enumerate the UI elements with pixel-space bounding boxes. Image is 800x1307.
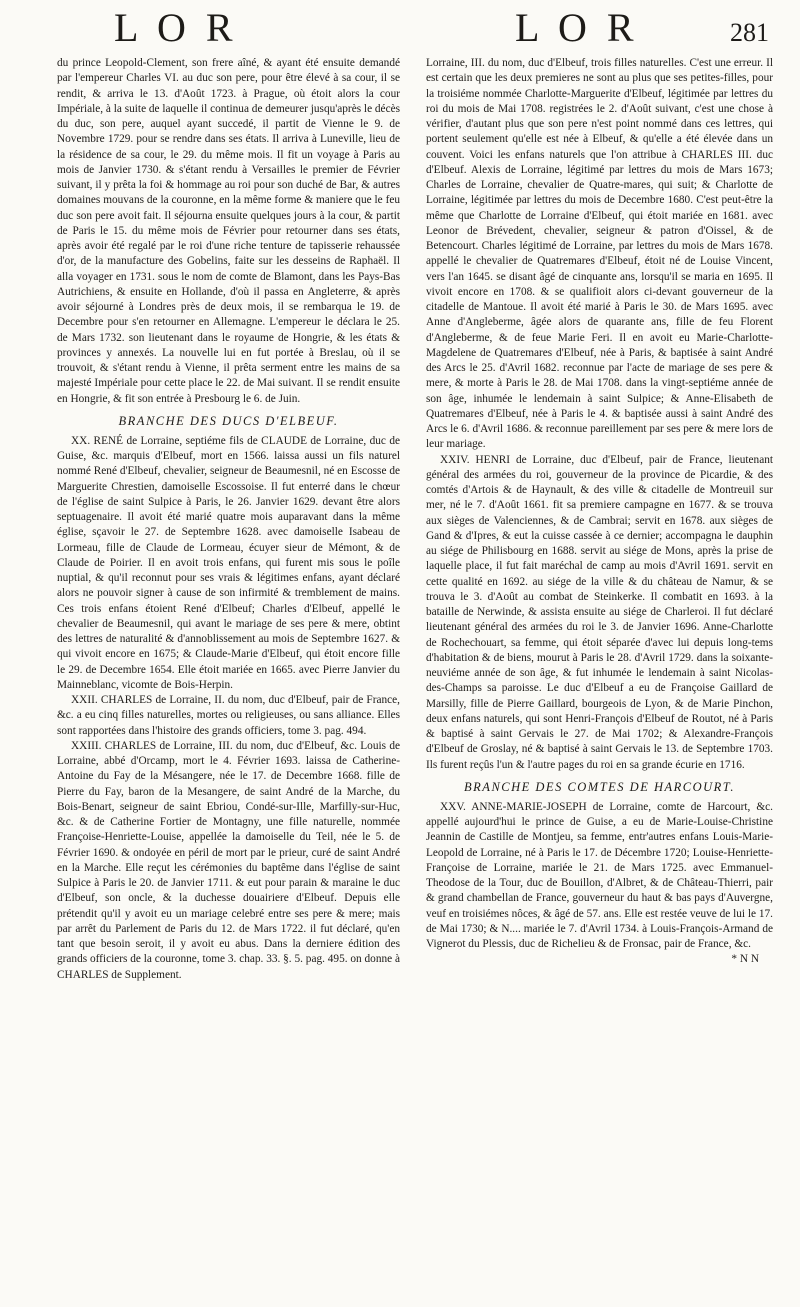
- right-column: [426, 56, 773, 1296]
- paragraph-anne-marie-joseph: XXV. ANNE-MARIE-JOSEPH de Lorraine, comte de Harcourt, &c. appellé aujourd'hui le prince de Guise, a eu de Marie-Louise-Christine Jeannin de Castille de Montjeu, sa femme, entr'autres enfans Louis-Marie-Leopold de Lorraine, né à Paris le 17. de Décembre 1720; Louise-Henriette-Françoise de Lorraine, mariée le 21. de Mars 1725. avec Emmanuel-Theodose de la Tour, duc de Bouillon, d'Albret, & de Château-Thierri, pair & grand chambellan de France, gouverneur du haut & bas pays d'Auvergne, veuf en troisiémes nôces, & âgé de 57. ans. Elle est restée veuve de lui le 17. de Mai 1730; & N.... mariée le 7. d'Avril 1734. à Louis-François-Armand de Vignerot du Plessis, duc de Richelieu & de Fronsac, pair de France, &c.: [426, 800, 773, 950]
- page-header: [0, 5, 800, 50]
- paragraph-charles-iii: XXIII. CHARLES de Lorraine, III. du nom, duc d'Elbeuf, &c. Louis de Lorraine, abbé d'Orcamp, mort le 4. Février 1693. laissa de Catherine-Antoine du Fay de la Mésangere, née le 17. de Decembre 1668. fille de Pierre du Fay, baron de la Mesangere, de saint André de la Marche, du Bois-Benart, seigneur de saint Ebriou, Condé-sur-Ille, Marfilly-sur-Huc, &c. & de Catherine Fortier de Montagny, une fille naturelle, nommée Françoise-Henriette-Louise, appellée la damoiselle du Teil, née le 5. de Février 1690. & ondoyée en péril de mort par le prieur, curé de saint André en la Marche. Elle reçut les cérémonies du baptême dans l'église de saint Sulpice à Paris le 20. de Janvier 1711. & eut pour parain & maraine le duc d'Elbeuf, son oncle, & la duchesse douairiere d'Elbeuf. Depuis elle prétendit qu'il y avoit eu un mariage celebré entre ses pere & mere; mais par arrêt du Parlement de Paris du 12. de Mars 1722. il fut déclaré, qu'en tant que besoin seroit, il y avoit eu abus. Dans la derniere édition des grands officiers de la couronne, tome 3. chap. 33. §. 5. pag. 495. on donne à CHARLES de Supplement.: [57, 739, 400, 981]
- running-head-left: L O R: [114, 5, 238, 50]
- paragraph-rene: XX. RENÉ de Lorraine, septiéme fils de CLAUDE de Lorraine, duc de Guise, &c. marquis d'Elbeuf, mort en 1566. laissa aussi un fils naturel nommé René d'Elbeuf, chevalier, seigneur de Beaumesnil, né en Escosse de Marguerite Chrestien, damoiselle Escossoise. Il fut enterré dans le chœur de l'église de saint Sulpice à Paris, le 26. Janvier 1629. devant être alors septuagenaire. Il avoit été marié quatre mois auparavant dans la même église, sçavoir le 27. de Septembre 1628. avec damoiselle Isabeau de Lormeau, fille de Claude de Lormeau, écuyer sieur de Mémont, & de Claude de Poirier. Il en avoit trois enfans, qui furent mis sous le poîle nuptial, & qu'il reconnut pour ses vrais & légitimes enfans, ayant déclaré alors ne pouvoir signer à cause de son infirmité & tremblement de mains. Ces trois enfans étoient René d'Elbeuf; Charles d'Elbeuf, appellé le chevalier de Beaumesnil, qui avant le mariage de ses pere & mere, obtint des lettres de naturalité & d'annoblissement au mois de Septembre 1627. & qui vivoit encore en 1675; & Claude-Marie d'Elbeuf, qui étoit encore fille le 29. de Decembre 1654. Elle étoit mariée en 1665. avec Pierre Janvier du Mainneblanc, vicomte de Bois-Herpin.: [57, 434, 400, 691]
- section-title-elbeuf: BRANCHE DES DUCS D'ELBEUF.: [118, 413, 339, 428]
- paragraph-lorraine-continuation: Lorraine, III. du nom, duc d'Elbeuf, trois filles naturelles. C'est une erreur. Il est certain que les deux premieres ne sont au plus que ses petites-filles, pour la troisiéme nommée Charlotte-Marguerite d'Elbeuf, légitimée par lettres du roi du mois de Mai 1708. registrées le 2. d'Août suivant, c'est une chose à vérifier, d'autant plus que son pere n'est point nommé dans ces lettres, qui portent seulement qu'elle est née à Elbeuf, & qu'elle a été élevée dans un couvent. Voici les enfans naturels que l'on attribue à CHARLES III. duc d'Elbeuf. Alexis de Lorraine, légitimé par lettres du mois de Mars 1673; Charles de Lorraine, chevalier de Quatre-mares, qui suit; & Charlotte de Lorraine, légitimée par lettres du mois de Decembre 1680. C'est peut-être la même que Charlotte de Lorraine d'Elbeuf, qui étoit mariée en 1681. avec Leonor de Brévedent, chevalier, seigneur & patron d'Oissel, & de Betencourt. Charles légitimé de Lorraine, par lettres du mois de Mars 1678. appellé le chevalier de Quatremares d'Elbeuf, étoit né de Louise Vincent, vers l'an 1645. se disant âgé de cinquante ans, lorsqu'il se maria en 1695. Il vivoit encore en 1708. & se qualifioit alors ci-devant gouverneur de la citadelle de Mantoue. Il avoit été marié à Paris le 30. de Mars 1695. avec Anne d'Angleberme, âgée alors de quarante ans, fille de feu Florent d'Angleberme, & de feue Marie Feri. Il en avoit eu Marie-Charlotte-Magdelene de Quatremares d'Elbeuf, née à Paris, & baptisée à saint André des Arcs le 25. d'Avril 1682. reconnue par l'acte de mariage de ses pere & mere, & morte à Paris le 28. de Mai 1708. dans la vingt-septiéme année de son âge, inhumée le lendemain à saint Sulpice; & Anne-Elisabeth de Quatremares d'Elbeuf, née à Paris le 4. & baptisée aussi à saint André des Arcs le 6. d'Avril 1686. & reconnue pareillement par ses pere & mere lors de leur mariage.: [426, 57, 773, 451]
- page-number: 281: [730, 18, 769, 47]
- catchword: * N N: [731, 953, 759, 966]
- paragraph-charles-ii: XXII. CHARLES de Lorraine, II. du nom, duc d'Elbeuf, pair de France, &c. a eu cinq filles naturelles, mortes ou religieuses, ou sans alliance. Elles sont rapportées dans l'histoire des grands officiers, tome 3. pag. 494.: [57, 694, 400, 737]
- running-head-right: L O R: [515, 5, 639, 50]
- left-column: [57, 56, 400, 1296]
- paragraph-henri: XXIV. HENRI de Lorraine, duc d'Elbeuf, pair de France, lieutenant général des armées du roi, gouverneur de la province de Picardie, & des comtés d'Artois & de Haynault, & des ville & citadelle de Montreuil sur mer, né le 7. d'Août 1661. fit sa premiere campagne en 1677. & se trouva aux sièges de Valenciennes, & de Cambrai; servit en 1678. aux sièges de Gand & d'Ipres, & eut la cuisse cassée à ce dernier; accompagna le dauphin au siége de Philisbourg en 1688. servit au siége de Mons, après la prise de laquelle place, il fut fait maréchal de camp au mois d'Avril 1691. servit en cette qualité en 1692. au siége de la ville & du château de Namur, & se trouva le 3. d'Août au combat de Steinkerke. Il combatit en 1693. à la bataille de Nerwinde, & assista ensuite au siége de Charleroi. Il fut déclaré lieutenant général des armées du roi le 3. de Janvier 1696. Anne-Charlotte de Rochechouart, sa femme, qui étoit séparée d'avec lui depuis long-tems d'habitation & de biens, mourut à Paris le 28. d'Avril 1729. dans la soixante-neuviéme année de son âge, & fut inhumée le lendemain à saint Nicolas-des-Champs sa paroisse. Le duc d'Elbeuf a eu de Françoise Gaillard de Marsilly, fille de Pierre Gaillard, bourgeois de Lyon, & de Marie Pinchon, deux enfans naturels, qui sont Henri-François d'Elbeuf de Routot, né à Paris & baptisé à saint Gervais le 27. de Mai 1702; & Alexandre-François d'Elbeuf de Groslay, né & baptisé à saint Gervais le 13. de Septembre 1703. Ils furent reçûs l'un & l'autre pages du roi en sa grande écurie en 1716.: [426, 453, 773, 771]
- section-title-harcourt: BRANCHE DES COMTES DE HARCOURT.: [464, 779, 735, 794]
- paragraph-prince-continuation: du prince Leopold-Clement, son frere aîné, & ayant été ensuite demandé par l'empereur Charles VI. au duc son pere, pour être élevé à sa cour, il se rendit, & arriva le 13. d'Août 1723. à Prague, où étoit alors la cour Impériale, à la suite de laquelle il continua de demeurer jusqu'après le décès du duc, son pere, auquel ayant succedé, il partit de Vienne le 9. de Novembre 1729. pour se rendre dans ses états. Il arriva à Luneville, lieu de la résidence de sa cour, le 29. du même mois. Il fit un voyage à Paris au mois de Janvier 1730. & s'étant rendu à Versailles le premier de Février suivant, il y prêta la foi & hommage au roi pour son duché de Bar, & autres domaines mouvans de la couronne, en la même forme & maniere que le feu duc son pere avoit fait. Il séjourna ensuite quelques jours à la cour, & partit de Paris le 15. du même mois de Février pour retourner dans ses états, après avoir été regalé par le roi d'une riche tenture de tapisserie rehaussée d'or, de la manufacture des Gobelins, faite sur les desseins de Raphaël. Il alla voyager en 1731. sous le nom de comte de Blamont, dans les Pays-Bas Autrichiens, & ensuite en Hollande, d'où il passa en Angleterre, & après avoir séjourné à Londres près de deux mois, il se rembarqua le 19. de Decembre pour s'en retourner en Allemagne. L'empereur le déclara le 25. de Mars 1732. son lieutenant dans le royaume de Hongrie, & les états & provinces y annexés. La nouvelle lui en fut portée à Breslau, où il se trouvoit, & s'étant rendu à Vienne, il prêta serment entre les mains de sa majesté Impériale pour cette place le 22. de Mai suivant. Il se rendit ensuite en Hongrie, & fit son entrée à Presbourg le 6. de Juin.: [57, 57, 400, 405]
